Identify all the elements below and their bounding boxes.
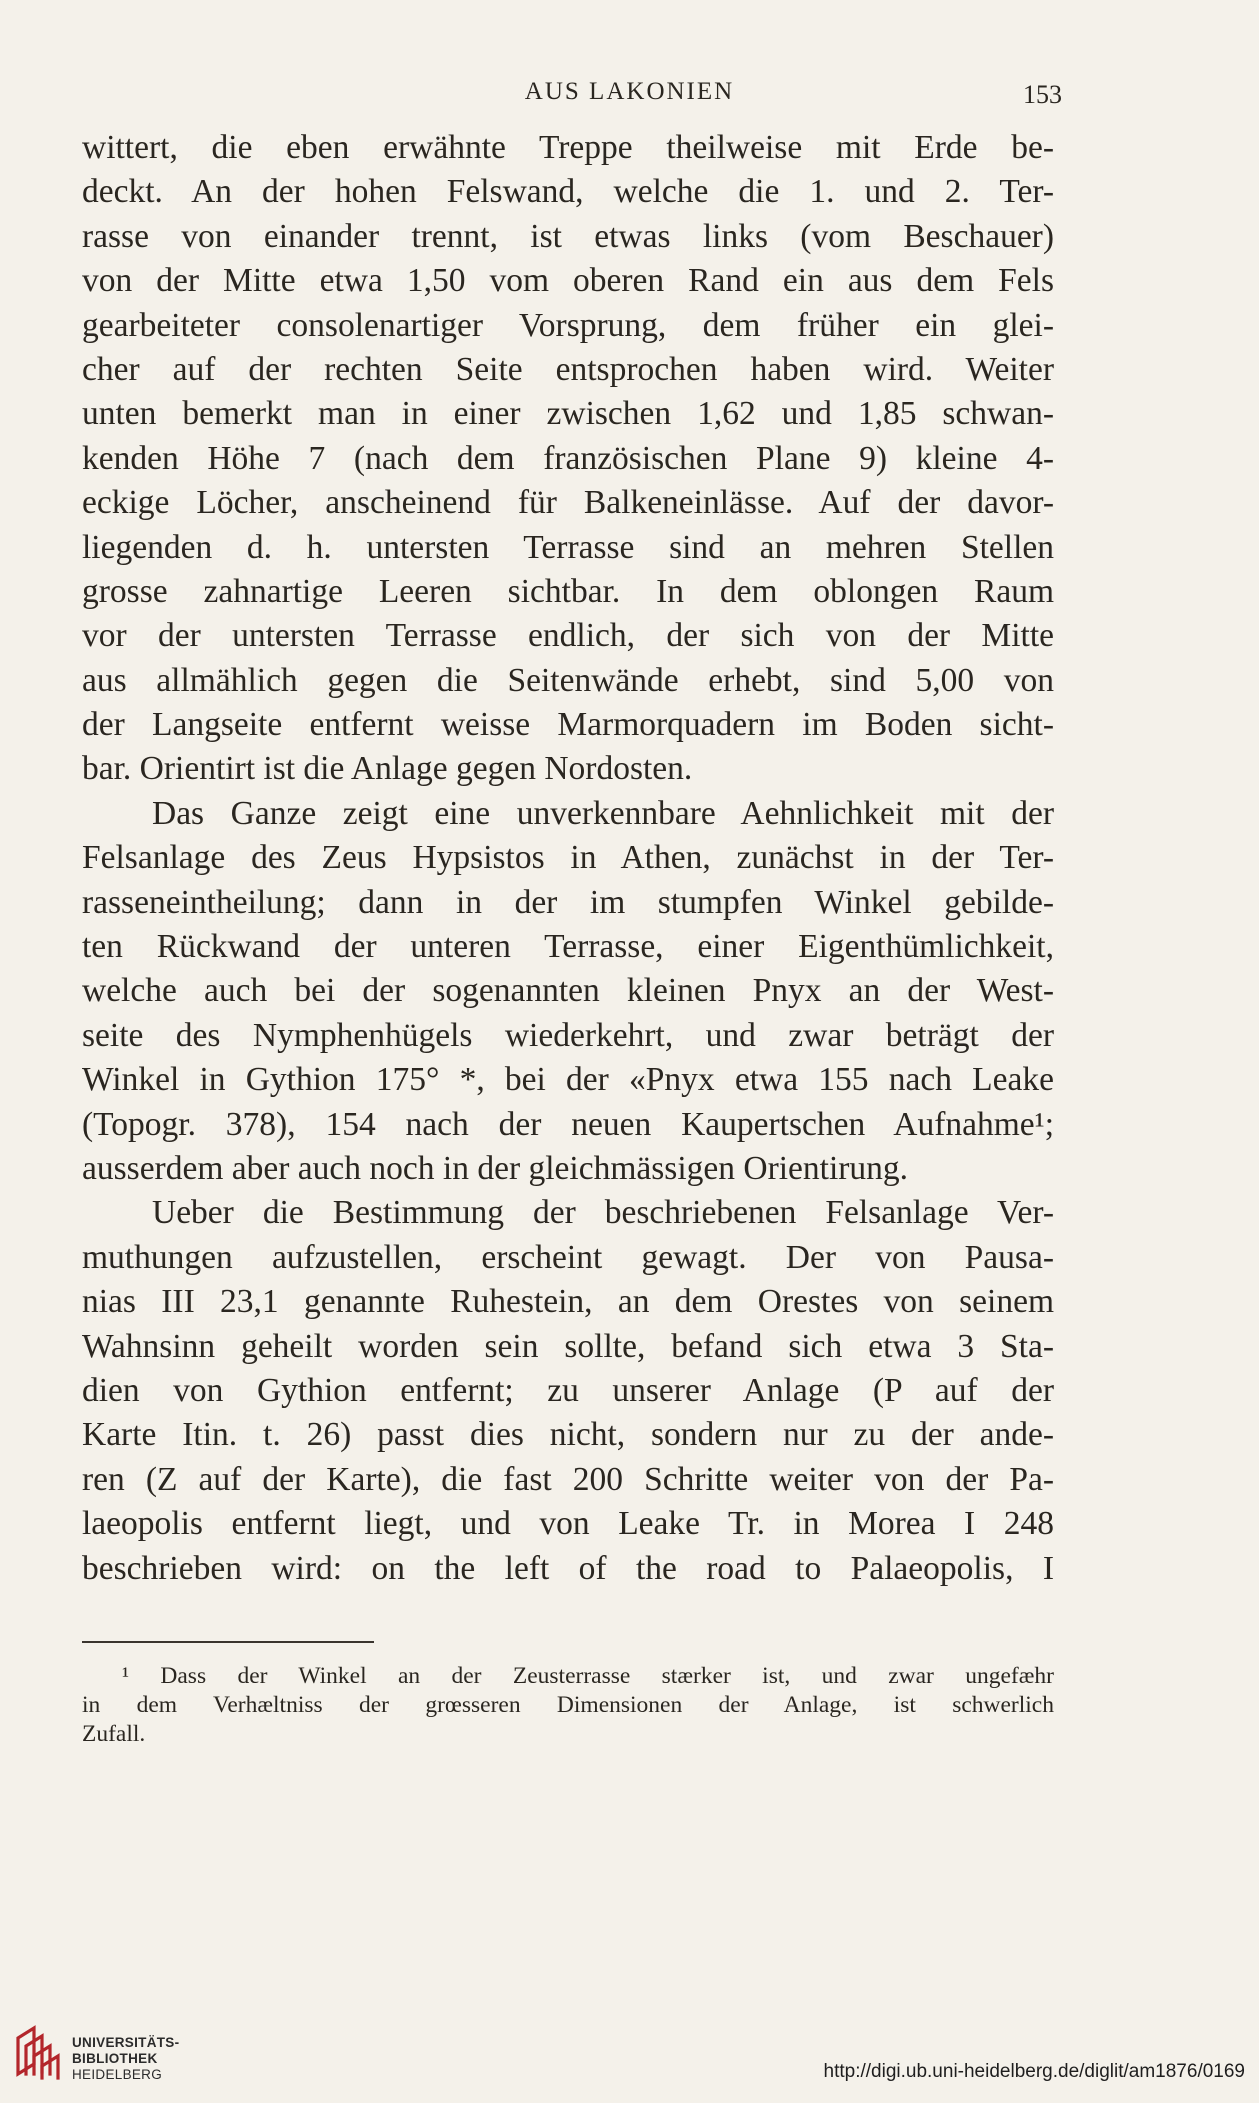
- text-line: dien von Gythion entfernt; zu unserer Anlage (P auf der: [82, 1371, 1054, 1409]
- running-header: AUS LAKONIEN: [524, 78, 735, 105]
- text-line: (Topogr. 378), 154 nach der neuen Kaupertschen Aufnahme¹;: [82, 1105, 1054, 1143]
- text-line: liegenden d. h. untersten Terrasse sind an mehren Stellen: [82, 528, 1054, 566]
- text-line: Wahnsinn geheilt worden sein sollte, befand sich etwa 3 Sta-: [82, 1327, 1054, 1365]
- text-line: grosse zahnartige Leeren sichtbar. In dem oblongen Raum: [82, 572, 1054, 610]
- text-line: unten bemerkt man in einer zwischen 1,62 und 1,85 schwan-: [82, 395, 1054, 433]
- footnotes: [82, 1662, 1054, 1749]
- library-name-line: UNIVERSITÄTS-: [72, 2035, 180, 2050]
- page-number: 153: [1023, 80, 1062, 109]
- library-name-line: HEIDELBERG: [72, 2067, 163, 2082]
- footnote-line: Zufall.: [82, 1721, 146, 1747]
- footnote-line: in dem Verhæltniss der grœsseren Dimensionen der Anlage, ist schwerlich: [82, 1692, 1054, 1718]
- text-line: rasse von einander trennt, ist etwas links (vom Beschauer): [82, 217, 1054, 255]
- text-line: Karte Itin. t. 26) passt dies nicht, sondern nur zu der ande-: [82, 1416, 1054, 1454]
- text-line: Winkel in Gythion 175° *, bei der «Pnyx etwa 155 nach Leake: [82, 1061, 1054, 1099]
- text-line: der Langseite entfernt weisse Marmorquadern im Boden sicht-: [82, 706, 1054, 744]
- text-line: vor der untersten Terrasse endlich, der sich von der Mitte: [82, 617, 1054, 655]
- text-line: von der Mitte etwa 1,50 vom oberen Rand ein aus dem Fels: [82, 262, 1054, 300]
- text-line: aus allmählich gegen die Seitenwände erhebt, sind 5,00 von: [82, 661, 1054, 699]
- text-line: nias III 23,1 genannte Ruhestein, an dem Orestes von seinem: [82, 1283, 1054, 1321]
- text-line: ausserdem aber auch noch in der gleichmässigen Orientirung.: [82, 1149, 909, 1187]
- library-logo-icon: [12, 2024, 62, 2080]
- text-line: bar. Orientirt ist die Anlage gegen Nordosten.: [82, 750, 693, 788]
- text-line: Felsanlage des Zeus Hypsistos in Athen, zunächst in der Ter-: [82, 839, 1054, 877]
- text-line: eckige Löcher, anscheinend für Balkeneinlässe. Auf der davor-: [82, 484, 1054, 522]
- footnote-rule: [82, 1641, 374, 1643]
- text-line: deckt. An der hohen Felswand, welche die 1. und 2. Ter-: [82, 173, 1054, 211]
- source-url-link[interactable]: http://digi.ub.uni-heidelberg.de/diglit/am1876/0169: [823, 2061, 1245, 2082]
- text-line: laeopolis entfernt liegt, und von Leake Tr. in Morea I 248: [82, 1505, 1054, 1543]
- body-text: [82, 126, 1054, 1591]
- text-line: cher auf der rechten Seite entsprochen haben wird. Weiter: [82, 350, 1054, 388]
- text-line: beschrieben wird: on the left of the road to Palaeopolis, I: [82, 1549, 1054, 1587]
- text-line: rasseneintheilung; dann in der im stumpfen Winkel gebilde-: [82, 883, 1054, 921]
- footnote-line: ¹ Dass der Winkel an der Zeusterrasse stærker ist, und zwar ungefæhr: [122, 1663, 1054, 1689]
- text-line: kenden Höhe 7 (nach dem französischen Plane 9) kleine 4-: [82, 439, 1054, 477]
- text-line: wittert, die eben erwähnte Treppe theilweise mit Erde be-: [82, 129, 1054, 166]
- text-line: ren (Z auf der Karte), die fast 200 Schritte weiter von der Pa-: [82, 1460, 1054, 1498]
- text-line: welche auch bei der sogenannten kleinen Pnyx an der West-: [82, 972, 1054, 1010]
- text-line: Ueber die Bestimmung der beschriebenen Felsanlage Ver-: [152, 1194, 1054, 1232]
- text-line: muthungen aufzustellen, erscheint gewagt. Der von Pausa-: [82, 1238, 1054, 1276]
- text-line: seite des Nymphenhügels wiederkehrt, und zwar beträgt der: [82, 1016, 1054, 1054]
- text-line: ten Rückwand der unteren Terrasse, einer Eigenthümlichkeit,: [82, 928, 1054, 966]
- library-name-line: BIBLIOTHEK: [72, 2051, 158, 2066]
- library-name: [72, 2035, 179, 2083]
- text-line: Das Ganze zeigt eine unverkennbare Aehnlichkeit mit der: [152, 794, 1054, 832]
- text-line: gearbeiteter consolenartiger Vorsprung, dem früher ein glei-: [82, 306, 1054, 344]
